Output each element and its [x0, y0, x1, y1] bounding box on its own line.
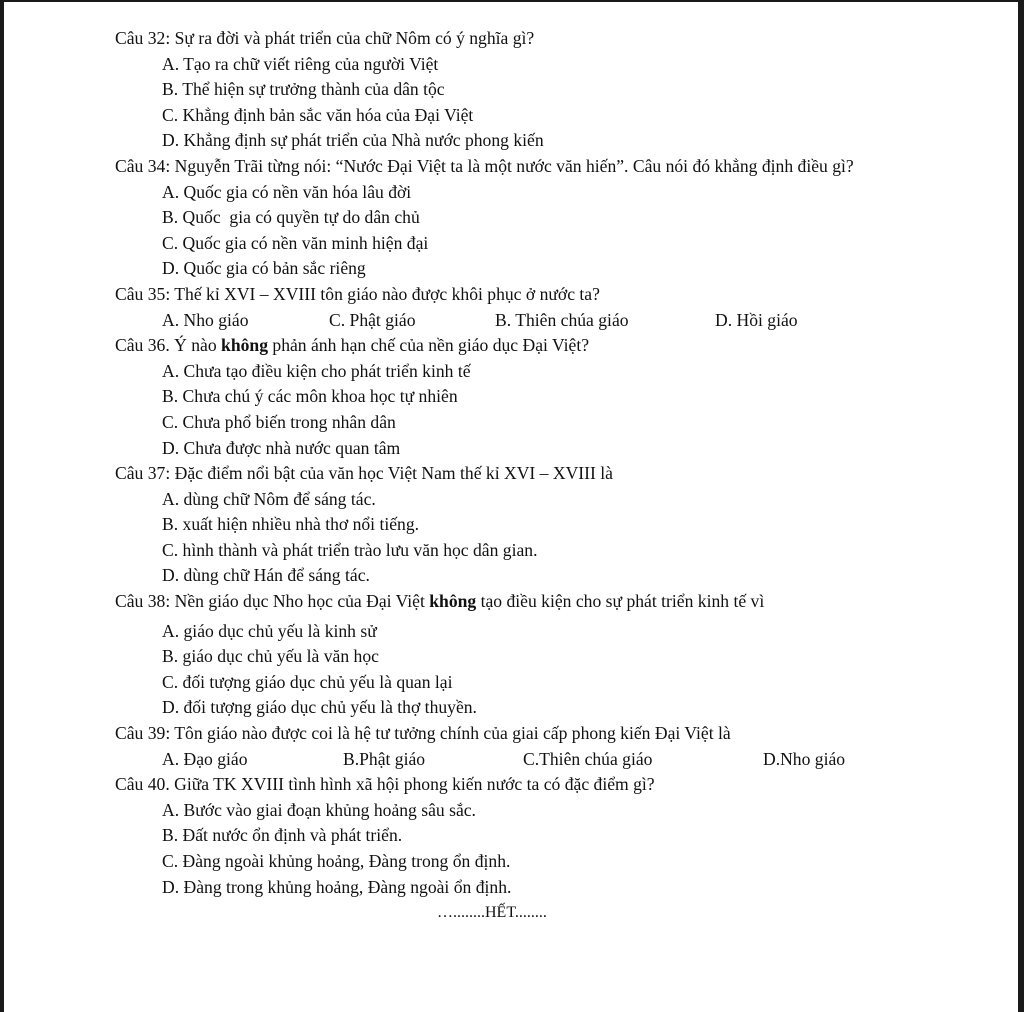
- question-34-option-d: D. Quốc gia có bản sắc riêng: [162, 258, 366, 279]
- page-border-left: [0, 0, 4, 1012]
- question-35-option-c: C. Phật giáo: [329, 309, 416, 330]
- question-list: [115, 26, 925, 926]
- page-border-right: [1018, 0, 1024, 1012]
- question-36-stem-start: Câu 36. Ý nào: [115, 335, 222, 356]
- end-marker: …........HẾT........: [437, 904, 547, 922]
- question-40-option-a: A. Bước vào giai đoạn khủng hoảng sâu sắc.: [162, 799, 476, 820]
- question-36-stem-end: phản ánh hạn chế của nền giáo dục Đại Việt?: [268, 335, 590, 356]
- question-39-option-d: D.Nho giáo: [763, 748, 846, 769]
- question-32-option-b: B. Thể hiện sự trưởng thành của dân tộc: [162, 79, 445, 100]
- question-36-option-d: D. Chưa được nhà nước quan tâm: [162, 437, 401, 458]
- question-35-options: [115, 308, 925, 334]
- question-35-option-d: D. Hồi giáo: [715, 309, 798, 330]
- question-38-option-c: C. đối tượng giáo dục chủ yếu là quan lại: [162, 671, 453, 692]
- question-36-option-a: A. Chưa tạo điều kiện cho phát triển kinh tế: [162, 360, 471, 381]
- question-34-stem: Câu 34: Nguyễn Trãi từng nói: “Nước Đại Việt ta là một nước văn hiến”. Câu nói đó khẳng định điều gì?: [115, 155, 854, 176]
- question-36-option-b: B. Chưa chú ý các môn khoa học tự nhiên: [162, 386, 458, 407]
- question-38-stem-end: tạo điều kiện cho sự phát triển kinh tế vì: [476, 591, 765, 612]
- question-35-stem: Câu 35: Thế kỉ XVI – XVIII tôn giáo nào được khôi phục ở nước ta?: [115, 283, 600, 304]
- question-40-stem: Câu 40. Giữa TK XVIII tình hình xã hội phong kiến nước ta có đặc điểm gì?: [115, 774, 655, 795]
- question-38-stem-start: Câu 38: Nền giáo dục Nho học của Đại Việt: [115, 591, 430, 612]
- question-35-option-b: B. Thiên chúa giáo: [495, 309, 629, 330]
- question-39-options: [115, 747, 925, 773]
- question-34-option-b: B. Quốc gia có quyền tự do dân chủ: [162, 207, 420, 228]
- question-40-option-c: C. Đàng ngoài khủng hoảng, Đàng trong ổn định.: [162, 851, 511, 871]
- question-32-stem: Câu 32: Sự ra đời và phát triển của chữ Nôm có ý nghĩa gì?: [115, 28, 535, 48]
- question-40-option-d: D. Đàng trong khủng hoảng, Đàng ngoài ổn định.: [162, 876, 512, 897]
- question-38-option-b: B. giáo dục chủ yếu là văn học: [162, 646, 379, 667]
- question-39-option-c: C.Thiên chúa giáo: [523, 748, 653, 769]
- question-37-option-c: C. hình thành và phát triển trào lưu văn học dân gian.: [162, 539, 538, 560]
- question-37-stem: Câu 37: Đặc điểm nổi bật của văn học Việt Nam thế kỉ XVI – XVIII là: [115, 463, 613, 484]
- question-37-option-b: B. xuất hiện nhiều nhà thơ nổi tiếng.: [162, 514, 420, 535]
- question-35-option-a: A. Nho giáo: [162, 309, 249, 330]
- question-38-stem: [115, 589, 925, 615]
- question-39-stem: Câu 39: Tôn giáo nào được coi là hệ tư tưởng chính của giai cấp phong kiến Đại Việt là: [115, 723, 731, 744]
- question-34-option-a: A. Quốc gia có nền văn hóa lâu đời: [162, 181, 412, 202]
- question-37-option-a: A. dùng chữ Nôm để sáng tác.: [162, 488, 376, 509]
- page-border-top: [0, 0, 1024, 2]
- question-40-option-b: B. Đất nước ổn định và phát triển.: [162, 825, 403, 846]
- question-36-emphasis: không: [221, 335, 268, 356]
- question-38-option-d: D. đối tượng giáo dục chủ yếu là thợ thuyền.: [162, 697, 477, 718]
- question-38-emphasis: không: [429, 591, 477, 612]
- question-34-option-c: C. Quốc gia có nền văn minh hiện đại: [162, 232, 429, 253]
- question-32-option-d: D. Khẳng định sự phát triển của Nhà nước phong kiến: [162, 130, 544, 151]
- question-36-stem: [115, 333, 925, 359]
- question-39-option-b: B.Phật giáo: [343, 748, 426, 769]
- question-32-option-c: C. Khẳng định bản sắc văn hóa của Đại Việt: [162, 104, 474, 125]
- question-36-option-c: C. Chưa phổ biến trong nhân dân: [162, 411, 396, 432]
- question-39-option-a: A. Đạo giáo: [162, 748, 248, 769]
- question-38-option-a: A. giáo dục chủ yếu là kinh sử: [162, 620, 377, 641]
- question-37-option-d: D. dùng chữ Hán để sáng tác.: [162, 565, 370, 586]
- question-32-option-a: A. Tạo ra chữ viết riêng của người Việt: [162, 53, 439, 74]
